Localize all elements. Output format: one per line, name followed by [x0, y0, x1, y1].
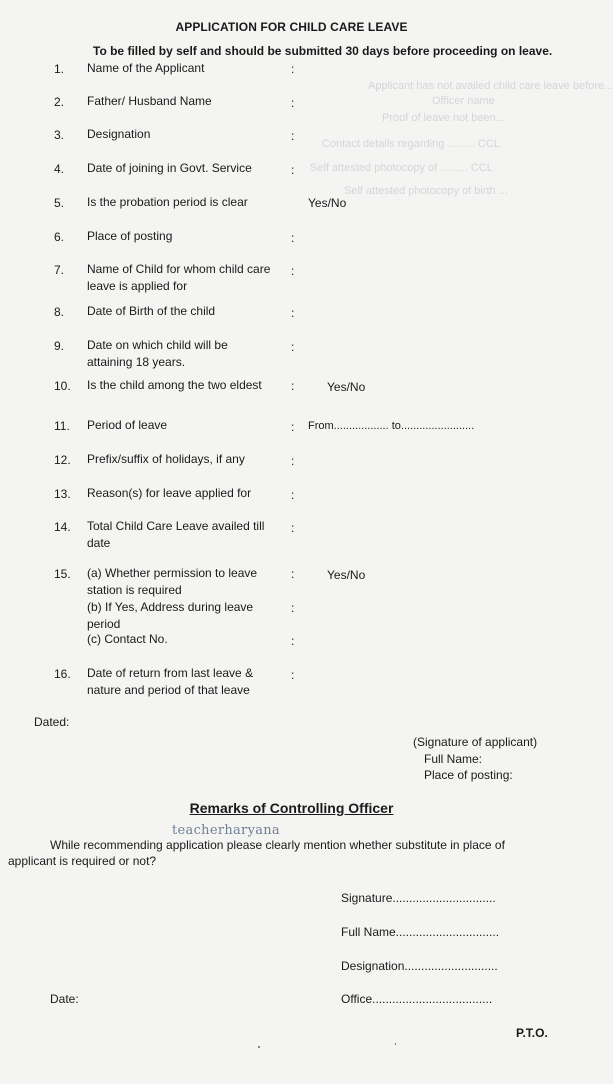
field-label-father-husband-name: Father/ Husband Name — [87, 94, 212, 108]
field-number: 10. — [54, 379, 71, 393]
field-number: 4. — [54, 162, 65, 176]
field-label-contact-no: (c) Contact No. — [87, 632, 168, 646]
field-number: 1. — [54, 62, 65, 76]
field-colon: : — [291, 96, 295, 110]
bleed-through-line: Proof of leave not been... — [382, 112, 505, 124]
pto-label: P.T.O. — [516, 1026, 548, 1040]
form-subtitle: To be filled by self and should be submitted 30 days before proceeding on leave. — [93, 44, 553, 58]
field-number: 2. — [54, 95, 65, 109]
field-label-probation-clear: Is the probation period is clear — [87, 195, 248, 209]
dated-label: Dated: — [34, 715, 70, 729]
field-label-total-ccl: Total Child Care Leave availed till date — [87, 519, 265, 550]
remarks-paragraph-line1: While recommending application please clearly mention whether substitute in place of — [50, 838, 505, 852]
scan-speck — [258, 1046, 260, 1048]
field-answer-from-to: From.................. to........................ — [308, 420, 475, 432]
field-number: 7. — [54, 263, 65, 277]
field-number: 5. — [54, 196, 65, 210]
officer-date-label: Date: — [50, 992, 79, 1006]
field-label-date-of-joining: Date of joining in Govt. Service — [87, 161, 252, 175]
field-colon: : — [291, 231, 295, 245]
remarks-heading: Remarks of Controlling Officer — [189, 800, 394, 816]
field-label-place-of-posting: Place of posting — [87, 229, 173, 243]
field-colon: : — [291, 163, 295, 177]
field-label-last-leave: Date of return from last leave & nature and period of that leave — [87, 666, 254, 697]
field-colon: : — [291, 62, 295, 76]
field-answer-yes-no: Yes/No — [327, 568, 366, 582]
field-colon: : — [291, 601, 295, 615]
field-colon: : — [291, 521, 295, 535]
scan-speck — [395, 1043, 396, 1045]
field-colon: : — [291, 634, 295, 648]
field-colon: : — [291, 340, 295, 354]
field-label-two-eldest: Is the child among the two eldest — [87, 378, 262, 392]
field-label-address-during-leave: (b) If Yes, Address during leave period — [87, 600, 254, 631]
bleed-through-line: Officer name — [432, 95, 495, 107]
field-answer-yes-no: Yes/No — [327, 380, 366, 394]
field-answer-yes-no: Yes/No — [308, 196, 347, 210]
bleed-through-line: Self attested photocopy of birth ... — [344, 185, 508, 197]
field-number: 14. — [54, 520, 71, 534]
remarks-paragraph-line2: applicant is required or not? — [8, 854, 157, 868]
applicant-signature-label: (Signature of applicant) — [413, 735, 538, 749]
bleed-through-line: Self attested photocopy of ......... CCL — [310, 162, 493, 174]
officer-full-name-field: Full Name............................... — [341, 925, 500, 939]
field-label-child-dob: Date of Birth of the child — [87, 304, 216, 318]
form-title: APPLICATION FOR CHILD CARE LEAVE — [175, 20, 408, 34]
field-colon: : — [291, 668, 295, 682]
applicant-place-of-posting-label: Place of posting: — [424, 768, 513, 782]
field-label-designation: Designation — [87, 127, 151, 141]
field-number: 13. — [54, 487, 71, 501]
field-number: 8. — [54, 305, 65, 319]
bleed-through-line: Applicant has not availed child care leave before... — [368, 80, 613, 92]
field-number: 11. — [54, 419, 70, 433]
field-colon: : — [291, 488, 295, 502]
field-label-child-name: Name of Child for whom child care leave is applied for — [87, 262, 271, 293]
officer-designation-field: Designation............................ — [341, 959, 498, 973]
field-number: 3. — [54, 128, 65, 142]
field-label-prefix-suffix: Prefix/suffix of holidays, if any — [87, 452, 245, 466]
watermark-text: teacherharyana — [172, 823, 280, 838]
field-label-reasons: Reason(s) for leave applied for — [87, 486, 252, 500]
field-colon: : — [291, 129, 295, 143]
field-label-period-of-leave: Period of leave — [87, 418, 168, 432]
field-number: 15. — [54, 567, 71, 581]
field-colon: : — [291, 454, 295, 468]
field-colon: : — [291, 306, 295, 320]
field-number: 16. — [54, 667, 71, 681]
field-colon: : — [291, 379, 295, 393]
field-label-child-18-date: Date on which child will be attaining 18 years. — [87, 338, 228, 369]
applicant-full-name-label: Full Name: — [424, 752, 483, 766]
officer-office-field: Office.................................... — [341, 992, 493, 1006]
bleed-through-line: Contact details regarding ......... CCL — [322, 138, 500, 150]
field-number: 12. — [54, 453, 71, 467]
field-colon: : — [291, 567, 295, 581]
field-number: 9. — [54, 339, 65, 353]
field-number: 6. — [54, 230, 65, 244]
field-colon: : — [291, 420, 295, 434]
officer-signature-field: Signature............................... — [341, 891, 496, 905]
field-colon: : — [291, 264, 295, 278]
field-label-applicant-name: Name of the Applicant — [87, 61, 205, 75]
field-label-station-permission: (a) Whether permission to leave station is required — [87, 566, 258, 597]
